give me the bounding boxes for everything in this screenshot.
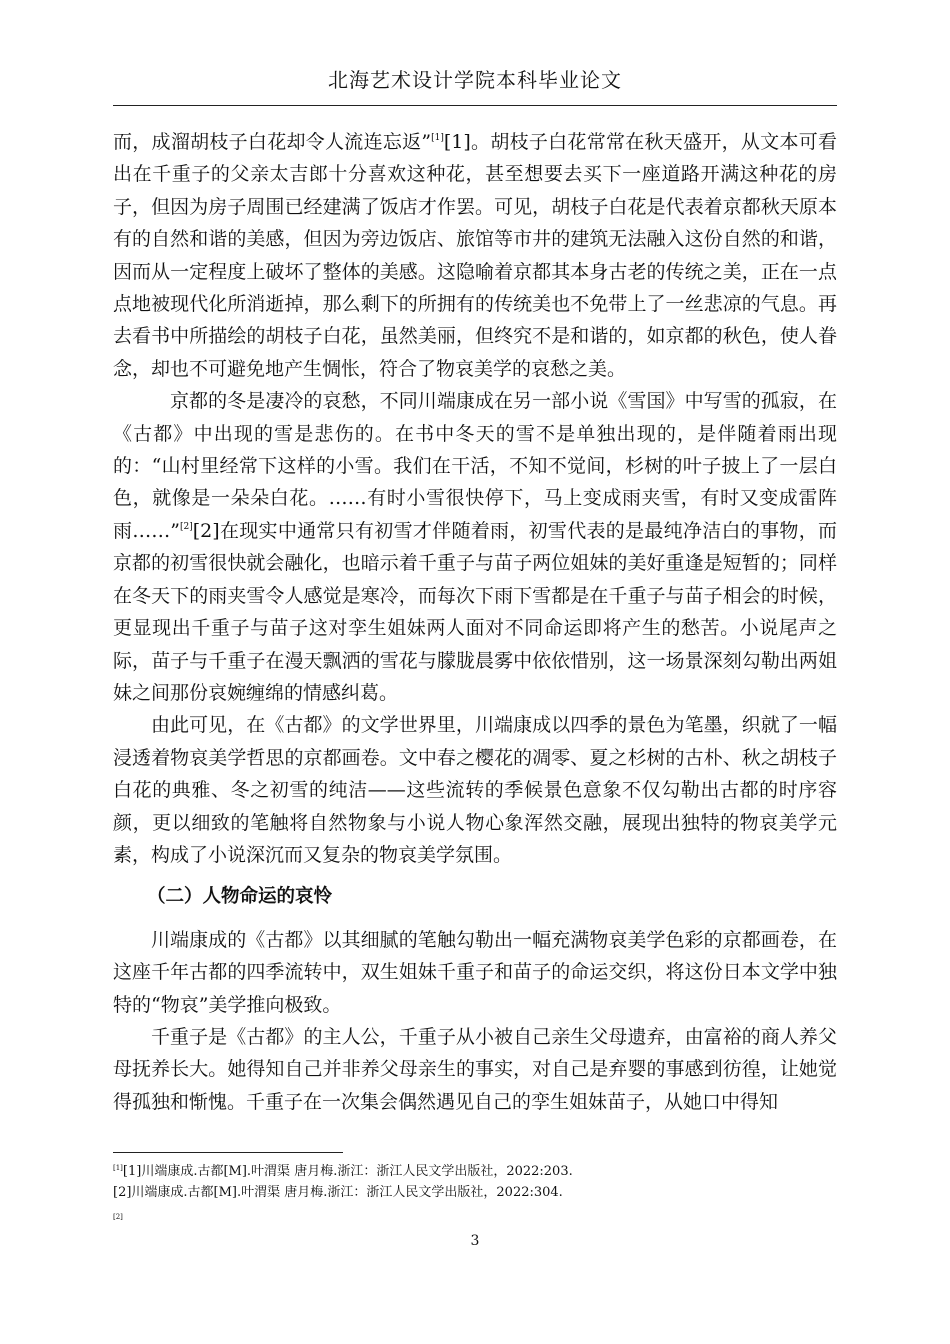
paragraph-2-text-b: [2]在现实中通常只有初雪才伴随着雨，初雪代表的是最纯净洁白的事物，而京都的初雪很快就会融化，也暗示着千重子与苗子两位姐妹的美好重逢是短暂的；同样在冬天下的雨夹雪令人感觉是寒冷，而每次下雨下雪都是在千重子与苗子相会的时候，更显现出千重子与苗子这对孪生姐妹两人面对不同命运即将产生的愁苦。小说尾声之际，苗子与千重子在漫天飘洒的雪花与朦胧晨雾中依依惜别，这一场景深刻勾勒出两姐妹之间那份哀婉缠绵的情感纠葛。 — [113, 519, 837, 704]
footnote-2 — [113, 1182, 837, 1203]
footnote-1 — [113, 1158, 837, 1182]
main-body — [113, 126, 837, 1118]
footnote-1-text: [1]川端康成.古都[M].叶渭渠 唐月梅.浙江：浙江人民文学出版社，2022:203. — [122, 1164, 573, 1179]
paragraph-1-text-a: 而，成溜胡枝子白花却令人流连忘返” — [113, 131, 432, 153]
footnote-ref-1[interactable]: [1] — [431, 133, 444, 143]
footnote-ref-2[interactable]: [2] — [180, 521, 193, 532]
paragraph-3: 由此可见，在《古都》的文学世界里，川端康成以四季的景色为笔墨，织就了一幅浸透着物哀美学哲思的京都画卷。文中春之樱花的凋零、夏之杉树的古朴、秋之胡枝子白花的典雅、冬之初雪的纯洁——这些流转的季候景色意象不仅勾勒出古都的时序容颜，更以细致的笔触将自然物象与小说人物心象浑然交融，展现出独特的物哀美学元素，构成了小说深沉而又复杂的物哀美学氛围。 — [113, 714, 837, 866]
section-heading: （二）人物命运的哀怜 — [147, 886, 333, 908]
paragraph-4: 川端康成的《古都》以其细腻的笔触勾勒出一幅充满物哀美学色彩的京都画卷，在这座千年古都的四季流转中，双生姐妹千重子和苗子的命运交织，将这份日本文学中独特的“物哀”美学推向极致。 — [113, 928, 837, 1016]
paragraph-1-text-b: [1]。胡枝子白花常常在秋天盛开，从文本可看出在千重子的父亲太吉郎十分喜欢这种花，甚至想要去买下一座道路开满这种花的房子，但因为房子周围已经建满了饭店才作罢。可见，胡枝子白花是代表着京都秋天原本有的自然和谐的美感，但因为旁边饭店、旅馆等市井的建筑无法融入这份自然的和谐，因而从一定程度上破坏了整体的美感。这隐喻着京都其本身古老的传统之美，正在一点点地被现代化所消逝掉，那么剩下的所拥有的传统美也不免带上了一丝悲凉的气息。再去看书中所描绘的胡枝子白花，虽然美丽，但终究不是和谐的，如京都的秋色，使人眷念，却也不可避免地产生惆怅，符合了物哀美学的哀愁之美。 — [113, 131, 837, 380]
footnote-stray-marker: [2] — [113, 1213, 123, 1221]
paragraph-5: 千重子是《古都》的主人公，千重子从小被自己亲生父母遗弃，由富裕的商人养父母抚养长大。她得知自己并非养父母亲生的事实，对自己是弃婴的事感到彷徨，让她觉得孤独和惭愧。千重子在一次集会偶然遇见自己的孪生姐妹苗子，从她口中得知 — [113, 1025, 837, 1113]
header-divider — [113, 105, 837, 106]
paragraph-1 — [113, 126, 837, 385]
footnote-2-text: [2]川端康成.古都[M].叶渭渠 唐月梅.浙江：浙江人民文学出版社，2022:304. — [113, 1185, 563, 1200]
footnotes — [113, 1158, 837, 1203]
footnote-1-marker: [1] — [113, 1164, 123, 1172]
paragraph-2 — [113, 385, 837, 709]
page-header-title: 北海艺术设计学院本科毕业论文 — [328, 68, 622, 92]
footnote-divider — [113, 1152, 343, 1153]
page-number: 3 — [470, 1233, 480, 1249]
paragraph-2-text-a: 京都的冬是凄冷的哀愁，不同川端康成在另一部小说《雪国》中写雪的孤寂，在《古都》中出现的雪是悲伤的。在书中冬天的雪不是单独出现的，是伴随着雨出现的：“山村里经常下这样的小雪。我们在干活，不知不觉间，杉树的叶子披上了一层白色，就像是一朵朵白花。……有时小雪很快停下，马上变成雨夹雪，有时又变成雷阵雨……” — [113, 390, 837, 542]
